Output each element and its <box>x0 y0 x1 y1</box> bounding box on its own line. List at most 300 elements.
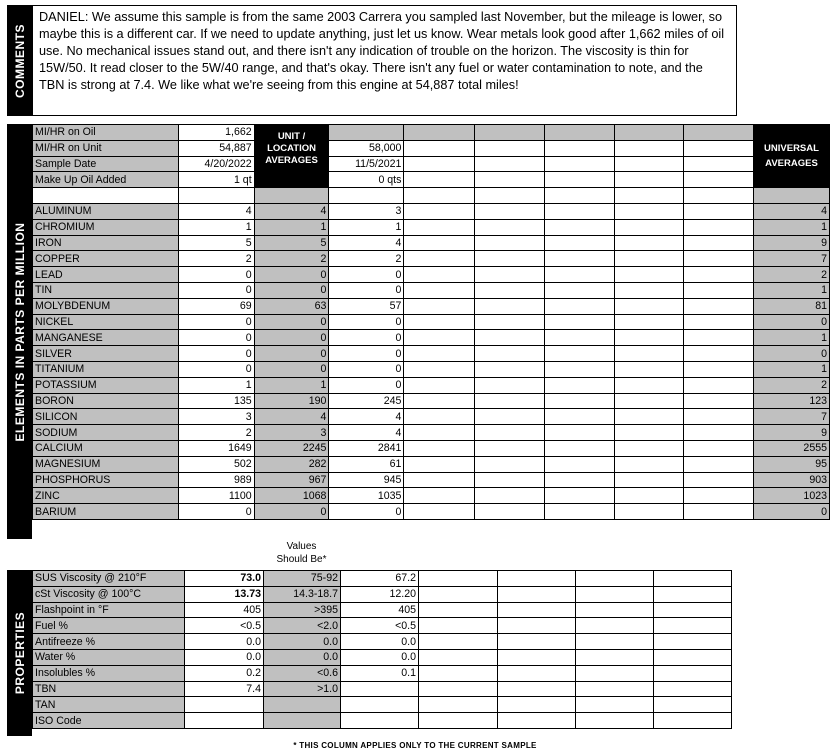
element-average: 0 <box>254 267 329 283</box>
info-prev: 11/5/2021 <box>329 156 404 172</box>
element-universal: 2 <box>753 377 829 393</box>
property-current: 13.73 <box>185 586 264 602</box>
empty-cell <box>419 602 498 618</box>
empty-cell <box>254 188 329 204</box>
empty-cell <box>475 361 545 377</box>
property-current: 0.2 <box>185 665 264 681</box>
empty-cell <box>544 314 614 330</box>
property-current: 0.0 <box>185 634 264 650</box>
empty-cell <box>614 219 684 235</box>
empty-cell <box>498 618 576 634</box>
empty-cell <box>614 314 684 330</box>
property-previous: 0.0 <box>341 649 419 665</box>
property-row <box>33 602 732 618</box>
property-name: TBN <box>33 681 185 697</box>
empty-cell <box>576 571 654 587</box>
element-previous: 245 <box>329 393 404 409</box>
property-should-be: <0.6 <box>264 665 341 681</box>
empty-cell <box>684 488 754 504</box>
element-universal: 7 <box>753 409 829 425</box>
property-row <box>33 713 732 729</box>
empty-cell <box>404 251 475 267</box>
property-previous <box>341 697 419 713</box>
element-universal: 0 <box>753 346 829 362</box>
comments-label-bar <box>7 5 32 116</box>
empty-cell <box>684 393 754 409</box>
element-average: 4 <box>254 203 329 219</box>
empty-cell <box>475 393 545 409</box>
property-should-be: 14.3-18.7 <box>264 586 341 602</box>
element-universal: 9 <box>753 235 829 251</box>
properties-label-bar <box>7 570 32 736</box>
property-name: Water % <box>33 649 185 665</box>
element-universal: 81 <box>753 298 829 314</box>
property-name: ISO Code <box>33 713 185 729</box>
empty-cell <box>654 697 732 713</box>
info-label: Sample Date <box>33 156 179 172</box>
element-previous: 57 <box>329 298 404 314</box>
empty-cell <box>654 649 732 665</box>
property-current: 405 <box>185 602 264 618</box>
property-previous <box>341 713 419 729</box>
empty-cell <box>475 140 545 156</box>
element-average: 282 <box>254 456 329 472</box>
element-universal: 1 <box>753 361 829 377</box>
element-row <box>33 409 830 425</box>
empty-cell <box>498 634 576 650</box>
info-row <box>33 156 830 172</box>
element-row <box>33 251 830 267</box>
empty-cell <box>544 377 614 393</box>
info-label: Make Up Oil Added <box>33 172 179 188</box>
element-name: MANGANESE <box>33 330 179 346</box>
property-current: 73.0 <box>185 571 264 587</box>
element-current: 135 <box>178 393 254 409</box>
empty-cell <box>544 393 614 409</box>
element-current: 0 <box>178 361 254 377</box>
empty-cell <box>178 188 254 204</box>
empty-cell <box>544 298 614 314</box>
empty-cell <box>684 172 754 188</box>
property-current: <0.5 <box>185 618 264 634</box>
element-name: TITANIUM <box>33 361 179 377</box>
element-previous: 0 <box>329 314 404 330</box>
element-average: 1 <box>254 377 329 393</box>
empty-cell <box>544 235 614 251</box>
element-name: TIN <box>33 282 179 298</box>
empty-cell <box>614 425 684 441</box>
property-should-be: <2.0 <box>264 618 341 634</box>
empty-cell <box>684 251 754 267</box>
empty-cell <box>419 713 498 729</box>
element-previous: 4 <box>329 235 404 251</box>
element-average: 1 <box>254 219 329 235</box>
element-row <box>33 282 830 298</box>
empty-cell <box>404 440 475 456</box>
empty-cell <box>684 314 754 330</box>
element-row <box>33 377 830 393</box>
element-row <box>33 219 830 235</box>
empty-cell <box>614 203 684 219</box>
empty-cell <box>544 440 614 456</box>
element-previous: 0 <box>329 377 404 393</box>
empty-cell <box>404 172 475 188</box>
element-average: 0 <box>254 361 329 377</box>
empty-cell <box>684 504 754 520</box>
empty-cell <box>404 361 475 377</box>
element-name: MOLYBDENUM <box>33 298 179 314</box>
element-universal: 1023 <box>753 488 829 504</box>
element-row <box>33 504 830 520</box>
element-name: BARIUM <box>33 504 179 520</box>
element-average: 0 <box>254 504 329 520</box>
element-universal: 1 <box>753 330 829 346</box>
empty-cell <box>684 440 754 456</box>
avg-header: UNIT / LOCATION AVERAGES <box>254 125 329 188</box>
empty-cell <box>404 188 475 204</box>
element-name: IRON <box>33 235 179 251</box>
element-universal: 1 <box>753 282 829 298</box>
spacer-row <box>33 188 830 204</box>
property-should-be: 0.0 <box>264 649 341 665</box>
element-current: 0 <box>178 267 254 283</box>
empty-cell <box>475 504 545 520</box>
empty-cell <box>419 634 498 650</box>
empty-cell <box>614 440 684 456</box>
element-name: SODIUM <box>33 425 179 441</box>
element-universal: 1 <box>753 219 829 235</box>
empty-cell <box>654 571 732 587</box>
properties-label: PROPERTIES <box>12 611 27 695</box>
empty-cell <box>544 267 614 283</box>
empty-cell <box>475 314 545 330</box>
property-row <box>33 665 732 681</box>
empty-cell <box>614 504 684 520</box>
empty-cell <box>33 188 179 204</box>
element-current: 1100 <box>178 488 254 504</box>
element-row <box>33 235 830 251</box>
element-current: 0 <box>178 314 254 330</box>
element-name: BORON <box>33 393 179 409</box>
empty-cell <box>475 440 545 456</box>
empty-cell <box>614 330 684 346</box>
empty-cell <box>614 188 684 204</box>
property-row <box>33 571 732 587</box>
empty-cell <box>614 267 684 283</box>
empty-cell <box>475 267 545 283</box>
property-should-be: 0.0 <box>264 634 341 650</box>
empty-cell <box>404 456 475 472</box>
empty-cell <box>475 330 545 346</box>
empty-cell <box>404 425 475 441</box>
element-previous: 0 <box>329 361 404 377</box>
info-current: 4/20/2022 <box>178 156 254 172</box>
empty-cell <box>475 377 545 393</box>
element-previous: 0 <box>329 330 404 346</box>
info-label: MI/HR on Unit <box>33 140 179 156</box>
element-current: 4 <box>178 203 254 219</box>
element-name: PHOSPHORUS <box>33 472 179 488</box>
empty-cell <box>654 586 732 602</box>
empty-cell <box>576 713 654 729</box>
empty-cell <box>404 330 475 346</box>
property-previous: 67.2 <box>341 571 419 587</box>
empty-cell <box>404 140 475 156</box>
should-be-line1: Values <box>286 541 317 552</box>
property-previous: 0.1 <box>341 665 419 681</box>
empty-cell <box>498 649 576 665</box>
property-should-be <box>264 697 341 713</box>
empty-cell <box>419 618 498 634</box>
property-row <box>33 681 732 697</box>
empty-cell <box>475 472 545 488</box>
empty-cell <box>684 298 754 314</box>
empty-cell <box>498 713 576 729</box>
property-name: Insolubles % <box>33 665 185 681</box>
empty-cell <box>576 697 654 713</box>
element-previous: 4 <box>329 425 404 441</box>
property-name: SUS Viscosity @ 210°F <box>33 571 185 587</box>
empty-cell <box>419 649 498 665</box>
empty-cell <box>654 618 732 634</box>
property-current <box>185 697 264 713</box>
element-row <box>33 488 830 504</box>
element-universal: 7 <box>753 251 829 267</box>
empty-cell <box>654 602 732 618</box>
property-row <box>33 618 732 634</box>
element-name: ALUMINUM <box>33 203 179 219</box>
element-row <box>33 203 830 219</box>
empty-cell <box>544 172 614 188</box>
element-name: LEAD <box>33 267 179 283</box>
property-current: 0.0 <box>185 649 264 665</box>
element-average: 967 <box>254 472 329 488</box>
empty-cell <box>614 282 684 298</box>
empty-cell <box>576 665 654 681</box>
element-row <box>33 440 830 456</box>
empty-cell <box>654 634 732 650</box>
element-current: 69 <box>178 298 254 314</box>
element-universal: 2 <box>753 267 829 283</box>
info-prev <box>329 125 404 141</box>
empty-cell <box>753 188 829 204</box>
empty-cell <box>498 602 576 618</box>
element-current: 5 <box>178 235 254 251</box>
element-average: 2245 <box>254 440 329 456</box>
empty-cell <box>544 251 614 267</box>
element-name: POTASSIUM <box>33 377 179 393</box>
empty-cell <box>614 488 684 504</box>
elements-label-bar <box>7 124 32 539</box>
element-average: 0 <box>254 282 329 298</box>
element-name: SILICON <box>33 409 179 425</box>
empty-cell <box>684 156 754 172</box>
empty-cell <box>498 665 576 681</box>
empty-cell <box>544 488 614 504</box>
element-universal: 2555 <box>753 440 829 456</box>
element-universal: 0 <box>753 314 829 330</box>
property-previous <box>341 681 419 697</box>
element-current: 1 <box>178 377 254 393</box>
empty-cell <box>404 282 475 298</box>
empty-cell <box>475 125 545 141</box>
empty-cell <box>475 172 545 188</box>
empty-cell <box>498 571 576 587</box>
empty-cell <box>404 472 475 488</box>
element-previous: 2 <box>329 251 404 267</box>
property-should-be: >395 <box>264 602 341 618</box>
empty-cell <box>614 346 684 362</box>
property-previous: 0.0 <box>341 634 419 650</box>
element-current: 0 <box>178 330 254 346</box>
property-row <box>33 586 732 602</box>
universal-header: UNIVERSAL AVERAGES <box>753 125 829 188</box>
property-name: Antifreeze % <box>33 634 185 650</box>
empty-cell <box>544 346 614 362</box>
empty-cell <box>475 203 545 219</box>
empty-cell <box>654 665 732 681</box>
should-be-header <box>263 540 340 566</box>
empty-cell <box>475 156 545 172</box>
empty-cell <box>404 156 475 172</box>
empty-cell <box>614 172 684 188</box>
empty-cell <box>475 409 545 425</box>
empty-cell <box>404 314 475 330</box>
empty-cell <box>614 472 684 488</box>
empty-cell <box>419 665 498 681</box>
empty-cell <box>498 697 576 713</box>
empty-cell <box>684 409 754 425</box>
empty-cell <box>576 649 654 665</box>
property-name: cSt Viscosity @ 100°C <box>33 586 185 602</box>
empty-cell <box>684 140 754 156</box>
empty-cell <box>614 456 684 472</box>
empty-cell <box>544 203 614 219</box>
empty-cell <box>684 267 754 283</box>
footnote: * THIS COLUMN APPLIES ONLY TO THE CURRENT SAMPLE <box>293 741 537 750</box>
element-previous: 0 <box>329 346 404 362</box>
empty-cell <box>614 251 684 267</box>
empty-cell <box>544 456 614 472</box>
empty-cell <box>404 393 475 409</box>
element-previous: 4 <box>329 409 404 425</box>
element-average: 190 <box>254 393 329 409</box>
element-previous: 0 <box>329 504 404 520</box>
empty-cell <box>475 188 545 204</box>
empty-cell <box>544 409 614 425</box>
empty-cell <box>544 330 614 346</box>
element-row <box>33 425 830 441</box>
info-prev: 0 qts <box>329 172 404 188</box>
empty-cell <box>684 346 754 362</box>
element-row <box>33 456 830 472</box>
element-average: 63 <box>254 298 329 314</box>
empty-cell <box>404 125 475 141</box>
info-current: 1 qt <box>178 172 254 188</box>
info-current: 1,662 <box>178 125 254 141</box>
comments-text: DANIEL: We assume this sample is from the same 2003 Carrera you sampled last November, but the mileage is lower, so maybe this is a different car. If we need to update anything, just let us know. Wear metals look good after 1,662 miles of oil use. No mechanical issues stand out, and there isn't any indication of trouble on the horizon. The viscosity is thin for 15W/50. It read closer to the 5W/40 range, and that's okay. There isn't any fuel or water contamination to note, and the TBN is strong at 7.4. We like what we're seeing from this engine at 54,887 total miles! <box>32 5 737 116</box>
empty-cell <box>419 697 498 713</box>
element-current: 989 <box>178 472 254 488</box>
empty-cell <box>419 681 498 697</box>
property-should-be: >1.0 <box>264 681 341 697</box>
element-previous: 945 <box>329 472 404 488</box>
empty-cell <box>404 409 475 425</box>
element-previous: 0 <box>329 267 404 283</box>
empty-cell <box>475 251 545 267</box>
property-row <box>33 634 732 650</box>
element-name: COPPER <box>33 251 179 267</box>
empty-cell <box>404 488 475 504</box>
empty-cell <box>544 361 614 377</box>
element-average: 0 <box>254 314 329 330</box>
property-previous: <0.5 <box>341 618 419 634</box>
element-current: 0 <box>178 346 254 362</box>
element-universal: 9 <box>753 425 829 441</box>
elements-table <box>32 124 830 520</box>
empty-cell <box>614 125 684 141</box>
empty-cell <box>576 586 654 602</box>
element-average: 4 <box>254 409 329 425</box>
empty-cell <box>576 681 654 697</box>
element-current: 1 <box>178 219 254 235</box>
property-name: Fuel % <box>33 618 185 634</box>
empty-cell <box>614 298 684 314</box>
element-average: 3 <box>254 425 329 441</box>
info-label: MI/HR on Oil <box>33 125 179 141</box>
element-name: MAGNESIUM <box>33 456 179 472</box>
empty-cell <box>544 282 614 298</box>
empty-cell <box>614 409 684 425</box>
property-row <box>33 697 732 713</box>
empty-cell <box>654 713 732 729</box>
element-name: CALCIUM <box>33 440 179 456</box>
element-average: 1068 <box>254 488 329 504</box>
empty-cell <box>404 267 475 283</box>
empty-cell <box>544 219 614 235</box>
element-previous: 1035 <box>329 488 404 504</box>
empty-cell <box>684 472 754 488</box>
empty-cell <box>576 618 654 634</box>
empty-cell <box>498 586 576 602</box>
empty-cell <box>684 425 754 441</box>
empty-cell <box>544 140 614 156</box>
element-average: 0 <box>254 330 329 346</box>
element-universal: 123 <box>753 393 829 409</box>
empty-cell <box>544 504 614 520</box>
empty-cell <box>329 188 404 204</box>
element-universal: 95 <box>753 456 829 472</box>
empty-cell <box>614 361 684 377</box>
property-previous: 405 <box>341 602 419 618</box>
info-current: 54,887 <box>178 140 254 156</box>
element-universal: 0 <box>753 504 829 520</box>
element-current: 2 <box>178 425 254 441</box>
element-current: 1649 <box>178 440 254 456</box>
element-row <box>33 330 830 346</box>
property-name: TAN <box>33 697 185 713</box>
empty-cell <box>475 219 545 235</box>
elements-label: ELEMENTS IN PARTS PER MILLION <box>12 222 27 441</box>
element-previous: 2841 <box>329 440 404 456</box>
empty-cell <box>475 298 545 314</box>
empty-cell <box>614 377 684 393</box>
element-universal: 4 <box>753 203 829 219</box>
element-average: 2 <box>254 251 329 267</box>
property-current <box>185 713 264 729</box>
property-name: Flashpoint in °F <box>33 602 185 618</box>
property-should-be <box>264 713 341 729</box>
